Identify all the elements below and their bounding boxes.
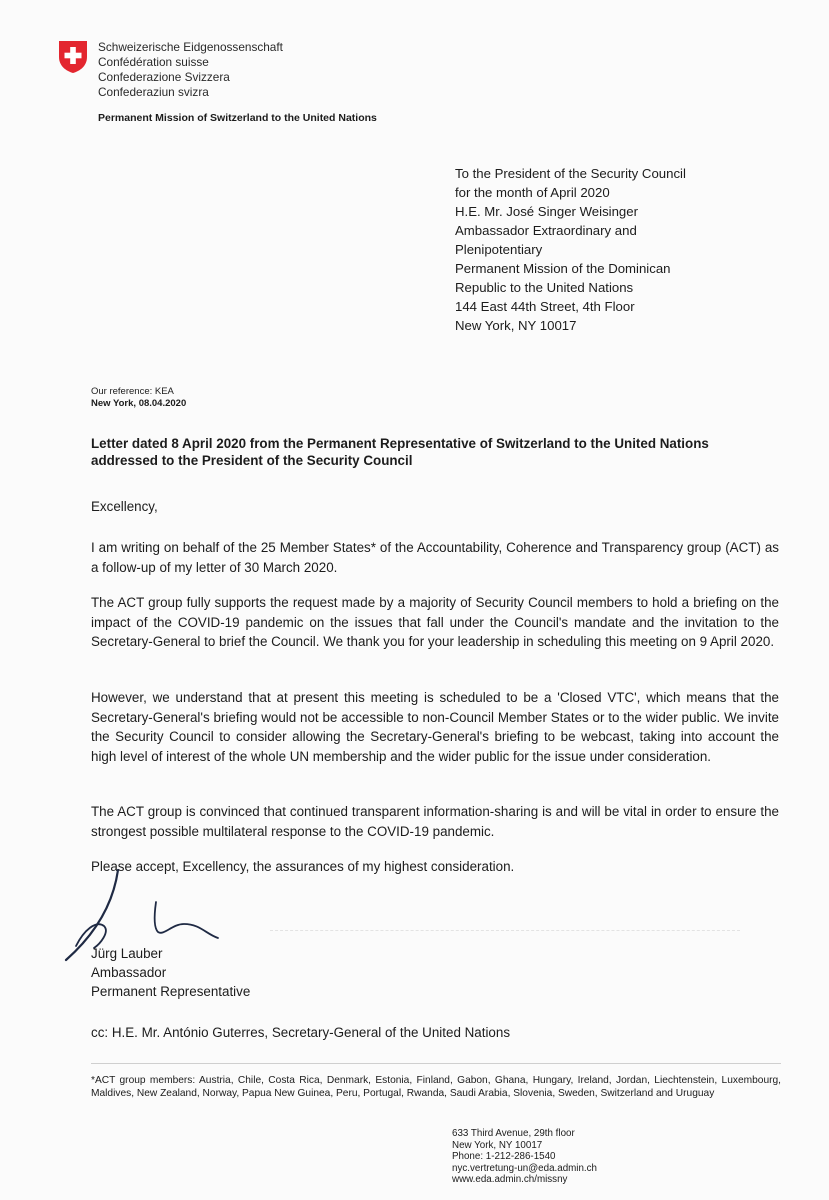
signer-title: Permanent Representative [91,984,251,999]
address-line: To the President of the Security Council [455,166,686,181]
address-line: for the month of April 2020 [455,185,610,200]
confederation-name-de: Schweizerische Eidgenossenschaft [98,40,283,54]
faint-line [270,930,740,932]
place-date: New York, 08.04.2020 [91,398,187,409]
contact-line: 633 Third Avenue, 29th floor [452,1128,575,1139]
body-paragraph: The ACT group fully supports the request made by a majority of Security Council members to hold a briefing on the impact of the COVID-19 pandemic on the issues that fall under the Council's mandate and the invitation to the Secretary-General to brief the Council. We thank you for your leadership in scheduling this meeting on 9 April 2020. [91,595,779,649]
confederation-names [98,40,283,100]
closing-line: Please accept, Excellency, the assurances of my highest consideration. [91,859,515,874]
signer-name: Jürg Lauber [91,946,163,961]
signer-title: Ambassador [91,965,167,980]
body-paragraph: I am writing on behalf of the 25 Member States* of the Accountability, Coherence and Transparency group (ACT) as a follow-up of my letter of 30 March 2020. [91,540,779,575]
footnote: *ACT group members: Austria, Chile, Costa Rica, Denmark, Estonia, Finland, Gabon, Ghana, Hungary, Ireland, Jordan, Liechtenstein, Luxembourg, Maldives, New Zealand, Norway, Papua New Guinea, Peru, Portugal, Rwanda, Saudi Arabia, Slovenia, Sweden, Switzerland and Uruguay [91,1075,781,1099]
reference-block [91,386,186,410]
salutation: Excellency, [91,499,158,514]
confederation-name-rm: Confederaziun svizra [98,85,209,99]
contact-line: New York, NY 10017 [452,1139,543,1151]
address-line: Ambassador Extraordinary and [455,223,637,238]
contact-email: nyc.vertretung-un@eda.admin.ch [452,1162,598,1174]
address-line: New York, NY 10017 [455,318,577,333]
address-line: Republic to the United Nations [455,280,634,295]
address-line: Plenipotentiary [455,242,543,257]
contact-line: Phone: 1-212-286-1540 [452,1151,556,1162]
cc-line: cc: H.E. Mr. António Guterres, Secretary-General of the United Nations [91,1025,511,1040]
recipient-address [455,164,686,335]
our-reference: Our reference: KEA [91,386,174,397]
mission-name: Permanent Mission of Switzerland to the United Nations [98,112,377,124]
letter-subject: Letter dated 8 April 2020 from the Permanent Representative of Switzerland to the United Nations addressed to the President of the Security Council [91,436,709,468]
contact-block [452,1128,597,1186]
footnote-divider [91,1063,781,1064]
confederation-name-fr: Confédération suisse [98,55,209,69]
contact-website: www.eda.admin.ch/missny [452,1174,568,1185]
body-paragraph: The ACT group is convinced that continued transparent information-sharing is and will be vital in order to ensure the strongest possible multilateral response to the COVID-19 pandemic. [91,804,779,839]
swiss-crest-icon [58,40,88,74]
confederation-name-it: Confederazione Svizzera [98,70,230,84]
signer-block [91,944,250,1001]
address-line: H.E. Mr. José Singer Weisinger [455,204,638,219]
address-line: 144 East 44th Street, 4th Floor [455,299,635,314]
address-line: Permanent Mission of the Dominican [455,261,671,276]
body-paragraph: However, we understand that at present this meeting is scheduled to be a 'Closed VTC', which means that the Secretary-General's briefing would not be accessible to non-Council Member States or to the wider public. We invite the Security Council to consider allowing the Secretary-General's briefing to be webcast, taking into account the high level of interest of the whole UN membership and the wider public for the issue under consideration. [91,690,779,764]
